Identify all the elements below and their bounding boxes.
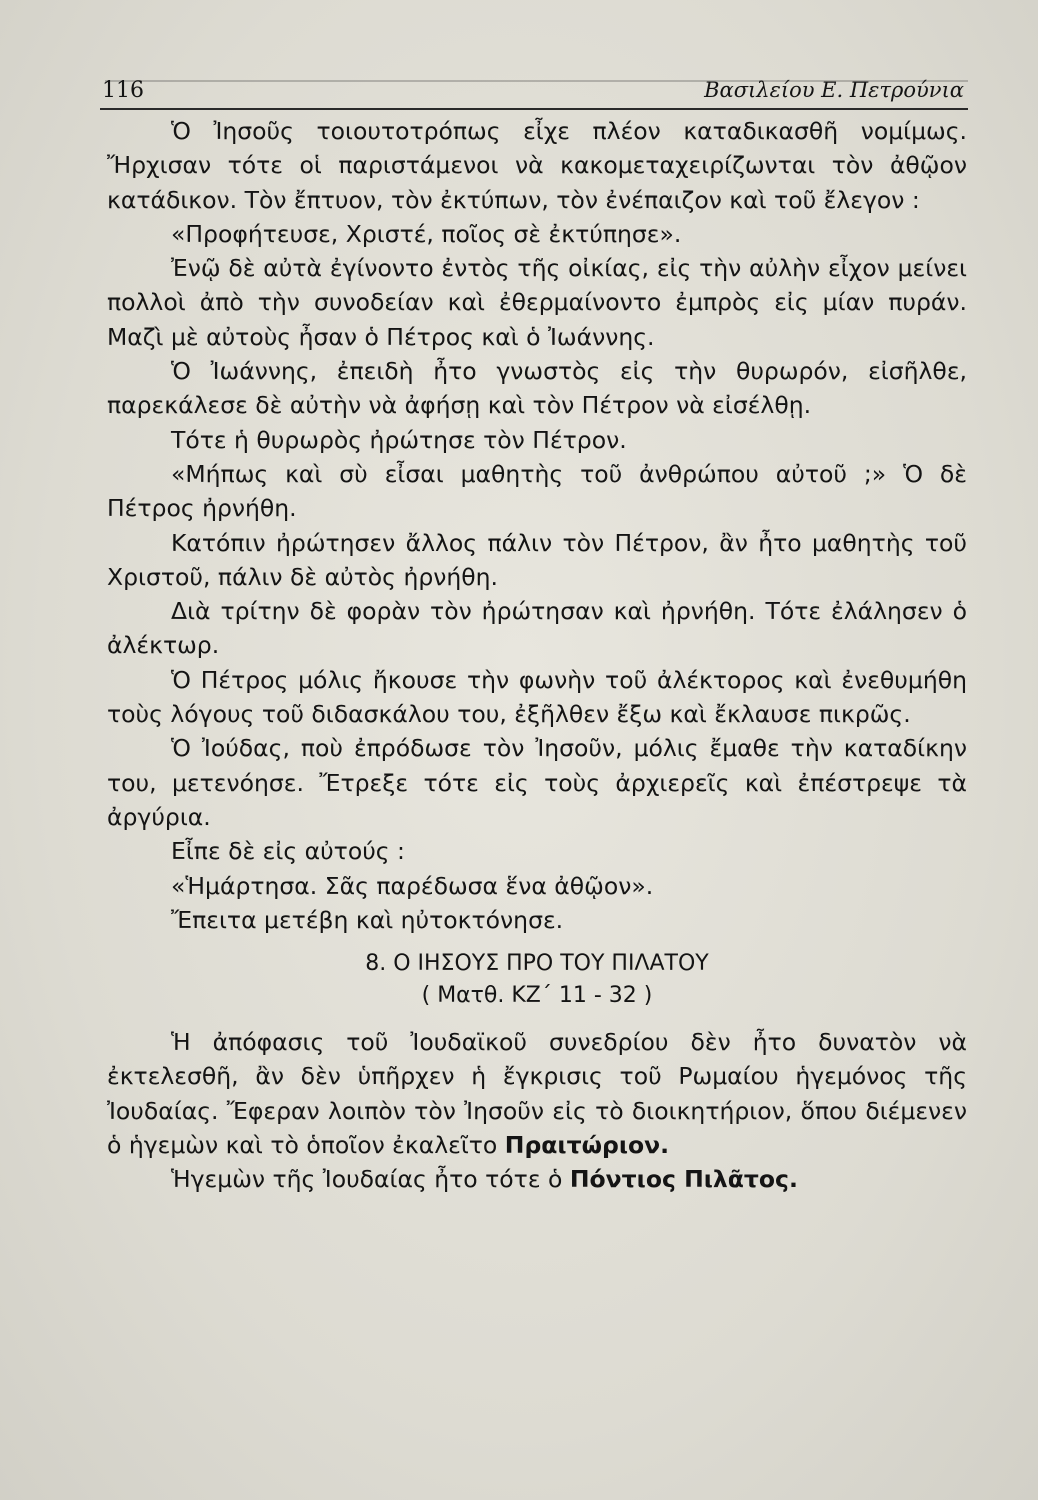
paragraph-text: Ἡ ἀπόφασις τοῦ Ἰουδαϊκοῦ συνεδρίου δὲν ἦτο δυνατὸν νὰ ἐκτελεσθῆ, ἂν δὲν ὑπῆρχεν ἡ ἔγκρισις τοῦ Ρωμαίου ἡγεμόνος τῆς Ἰουδαίας. Ἔφεραν λοιπὸν τὸν Ἰησοῦν εἰς τὸ διοικητήριον, ὅπου διέμενεν ὁ ἡγεμὼν καὶ τὸ ὁποῖον ἐκαλεῖτο (107, 1028, 967, 1160)
section-title: 8. Ο ΙΗΣΟΥΣ ΠΡΟ ΤΟΥ ΠΙΛΑΤΟΥ (365, 951, 709, 977)
paragraph: Ὁ Ἰησοῦς τοιουτοτρόπως εἶχε πλέον καταδικασθῆ νομίμως. Ἤρχισαν τότε οἱ παριστάμενοι νὰ κακομεταχειρίζωνται τὸν ἀθῷον κατάδικον. Τὸν ἔπτυον, τὸν ἐκτύπων, τὸν ἐνέπαιζον καὶ τοῦ ἔλεγον : (107, 117, 967, 214)
paragraph: Ὁ Ἰωάννης, ἐπειδὴ ἦτο γνωστὸς εἰς τὴν θυρωρόν, εἰσῆλθε, παρεκάλεσε δὲ αὐτὴν νὰ ἀφήσῃ καὶ τὸν Πέτρον νὰ εἰσέλθῃ. (107, 357, 967, 420)
paragraph: Ἔπειτα μετέβη καὶ ηὐτοκτόνησε. (171, 905, 564, 934)
paragraph: «Ἡμάρτησα. Σᾶς παρέδωσα ἕνα ἀθῷον». (171, 871, 654, 900)
paragraph-text: Ἡγεμὼν τῆς Ἰουδαίας ἦτο τότε ὁ (171, 1165, 570, 1194)
paragraph: Διὰ τρίτην δὲ φορὰν τὸν ἠρώτησαν καὶ ἠρνήθη. Τότε ἐλάλησεν ὁ ἀλέκτωρ. (107, 597, 967, 660)
body-text (107, 114, 967, 1197)
paragraph: Εἶπε δὲ εἰς αὐτούς : (171, 837, 405, 866)
bold-term: Πόντιος Πιλᾶτος. (569, 1165, 798, 1194)
paragraph: Κατόπιν ἠρώτησεν ἄλλος πάλιν τὸν Πέτρον, ἂν ἦτο μαθητὴς τοῦ Χριστοῦ, πάλιν δὲ αὐτὸς ἠρνήθη. (107, 528, 967, 591)
page-number: 116 (102, 78, 144, 103)
paragraph: «Προφήτευσε, Χριστέ, ποῖος σὲ ἐκτύπησε». (171, 219, 682, 248)
paragraph: Τότε ἡ θυρωρὸς ἠρώτησε τὸν Πέτρον. (171, 425, 627, 454)
paragraph (107, 1025, 967, 1162)
section-reference: ( Ματθ. ΚΖ΄ 11 - 32 ) (421, 983, 653, 1009)
running-head: Βασιλείου Ε. Πετρούνια (704, 78, 964, 102)
paragraph: Ὁ Ἰούδας, ποὺ ἐπρόδωσε τὸν Ἰησοῦν, μόλις ἔμαθε τὴν καταδίκην του, μετενόησε. Ἔτρεξε τότε εἰς τοὺς ἀρχιερεῖς καὶ ἐπέστρεψε τὰ ἀργύρια. (107, 734, 967, 831)
paragraph: Ὁ Πέτρος μόλις ἤκουσε τὴν φωνὴν τοῦ ἀλέκτορος καὶ ἐνεθυμήθη τοὺς λόγους τοῦ διδασκάλου του, ἐξῆλθεν ἔξω καὶ ἔκλαυσε πικρῶς. (107, 665, 967, 729)
paragraph: «Μήπως καὶ σὺ εἶσαι μαθητὴς τοῦ ἀνθρώπου αὐτοῦ ;» Ὁ δὲ Πέτρος ἠρνήθη. (107, 459, 967, 523)
paragraph: Ἐνῷ δὲ αὐτὰ ἐγίνοντο ἐντὸς τῆς οἰκίας, εἰς τὴν αὐλὴν εἶχον μείνει πολλοὶ ἀπὸ τὴν συνοδείαν καὶ ἐθερμαίνοντο ἐμπρὸς εἰς μίαν πυράν. Μαζὶ μὲ αὐτοὺς ἦσαν ὁ Πέτρος καὶ ὁ Ἰωάννης. (107, 254, 967, 351)
page-header (100, 76, 968, 110)
bold-term: Πραιτώριον. (504, 1131, 670, 1160)
paragraph (107, 1162, 967, 1196)
